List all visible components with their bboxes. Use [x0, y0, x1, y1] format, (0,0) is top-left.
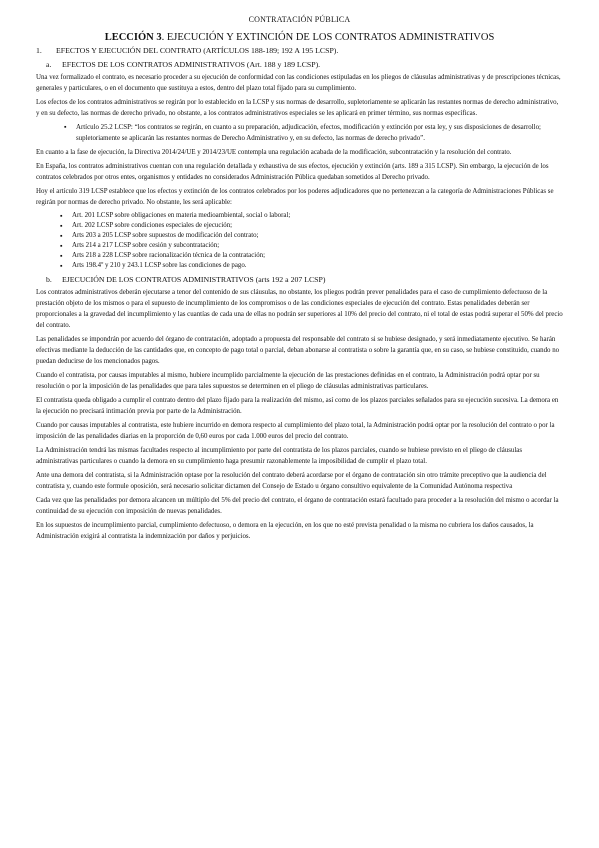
- paragraph: El contratista queda obligado a cumplir el contrato dentro del plazo fijado para la realización del mismo, así como de los plazos parciales señalados para su ejecución sucesiva. La demora en la ejecución no precisará intimación previa por parte de la Administración.: [36, 397, 559, 415]
- paragraph: Cuando el contratista, por causas imputables al mismo, hubiere incumplido parcialmente la ejecución de las prestaciones definidas en el contrato, la Administración podrá optar por su resolución o por la imposición de las penalidades que para tales supuestos se determinen en el pliego de cláusulas administrativas particulares.: [36, 372, 540, 390]
- paragraph: Ante una demora del contratista, si la Administración optase por la resolución del contrato deberá acordarse por el órgano de contratación sin otro trámite preceptivo que la audiencia del contratista y, cuando este formule oposición, será necesario solicitar dictamen del Consejo de Estado u órgano consultivo equivalente de la Comunidad Autónoma respectiva: [36, 472, 547, 490]
- subsection-letter: a.: [46, 60, 52, 69]
- subsection-title: EFECTOS DE LOS CONTRATOS ADMINISTRATIVOS (Art. 188 y 189 LCSP).: [62, 60, 321, 69]
- list-item: ▪ Arts 218 a 228 LCSP sobre racionalización técnica de la contratación;: [36, 251, 563, 261]
- paragraph: Una vez formalizado el contrato, es necesario proceder a su ejecución de conformidad con las condiciones estipuladas en los pliegos de cláusulas administrativas y de prescripciones técnicas, generales y particulares, o en el documento que sustituya a estos, dentro del plazo total fijado para su cumplimiento.: [36, 74, 561, 92]
- subsection-letter: b.: [46, 275, 52, 284]
- paragraph: Cada vez que las penalidades por demora alcancen un múltiplo del 5% del precio del contrato, el órgano de contratación estará facultado para proceder a la resolución del mismo o acordar la continuidad de su ejecución con imposición de nuevas penalidades.: [36, 497, 559, 515]
- section-heading-1: [36, 45, 563, 56]
- paragraph: Los efectos de los contratos administrativos se regirán por lo establecido en la LCSP y sus normas de desarrollo, supletoriamente se aplicarán las restantes normas de derecho administrativo, y en su defecto, las normas de derecho privado, no obstante, a los contratos administrativos especiales se les aplicará en primer término, sus normas específicas.: [36, 99, 559, 117]
- list-item: ▪ Arts 214 a 217 LCSP sobre cesión y subcontratación;: [36, 241, 563, 251]
- list-item: ▪ Art. 202 LCSP sobre condiciones especiales de ejecución;: [36, 221, 563, 231]
- lesson-number: LECCIÓN 3: [104, 32, 162, 43]
- list-item: ▪ Arts 203 a 205 LCSP sobre supuestos de modificación del contrato;: [36, 231, 563, 241]
- section-number: 1.: [36, 46, 42, 55]
- articles-list: [36, 211, 563, 271]
- quote-list: [36, 122, 563, 144]
- paragraph: En cuanto a la fase de ejecución, la Directiva 2014/24/UE y 2014/23/UE contempla una regulación acabada de la modificación, subcontratación y la resolución del contrato.: [36, 149, 512, 156]
- quote-item: ▪ Artículo 25.2 LCSP: “los contratos se regirán, en cuanto a su preparación, adjudicación, efectos, modificación y extinción por esta ley, y sus disposiciones de desarrollo; supletoriamente se aplicarán las restantes normas de Derecho Administrativo y, en su defecto, las normas de derecho privado”.: [36, 122, 563, 144]
- paragraph: Cuando por causas imputables al contratista, este hubiere incurrido en demora respecto al cumplimiento del plazo total, la Administración podrá optar por la resolución del contrato o por la imposición de las penalidades diarias en la proporción de 0,60 euros por cada 1.000 euros del precio del contrato.: [36, 422, 555, 440]
- subsection-title: EJECUCIÓN DE LOS CONTRATOS ADMINISTRATIVOS (arts 192 a 207 LCSP): [62, 275, 326, 284]
- lesson-title-text: . EJECUCIÓN Y EXTINCIÓN DE LOS CONTRATOS ADMINISTRATIVOS: [161, 32, 495, 43]
- document-header: CONTRATACIÓN PÚBLICA: [248, 15, 351, 24]
- list-item: ▪ Arts 198.4º y 210 y 243.1 LCSP sobre las condiciones de pago.: [36, 261, 563, 271]
- paragraph: Las penalidades se impondrán por acuerdo del órgano de contratación, adoptado a propuesta del responsable del contrato si se hubiese designado, y será inmediatamente ejecutivo. Se harán efectivas mediante la deducción de las cantidades que, en concepto de pago total o parcial, deban abonarse al contratista o sobre la garantía que, en su caso, se hubiese constituido, cuando no puedan deducirse de los mencionados pagos.: [36, 336, 560, 365]
- paragraph: En los supuestos de incumplimiento parcial, cumplimiento defectuoso, o demora en la ejecución, en los que no esté prevista penalidad o la misma no cubriera los daños causados, la Administración exigirá al contratista la indemnización por daños y perjuicios.: [36, 522, 534, 540]
- paragraph: En España, los contratos administrativos cuentan con una regulación detallada y exhaustiva de sus efectos, ejecución y extinción (arts. 189 a 315 LCSP). Sin embargo, la ejecución de los contratos celebrados por otros entes, organismos y entidades no considerados Administración Pública quedaban sometidos al Derecho privado.: [36, 163, 549, 181]
- section-title: EFECTOS Y EJECUCIÓN DEL CONTRATO (ARTÍCULOS 188-189; 192 A 195 LCSP).: [56, 46, 339, 55]
- paragraph: Hoy el artículo 319 LCSP establece que los efectos y extinción de los contratos celebrados por los poderes adjudicadores que no pertenezcan a la categoría de Administraciones Públicas se regirán por normas de derecho privado. No obstante, les será aplicable:: [36, 188, 554, 206]
- paragraph: La Administración tendrá las mismas facultades respecto al incumplimiento por parte del contratista de los plazos parciales, cuando se hubiese previsto en el pliego de cláusulas administrativas particulares o cuando la demora en su cumplimiento haga presumir razonablemente la imposibilidad de cumplir el plazo total.: [36, 447, 523, 465]
- subsection-heading-b: [36, 274, 563, 285]
- lesson-title: [36, 31, 563, 44]
- paragraph: Los contratos administrativos deberán ejecutarse a tenor del contenido de sus cláusulas, no obstante, los pliegos podrán prever penalidades para el caso de cumplimiento defectuoso de la prestación objeto de los mismos o para el supuesto de incumplimiento de los compromisos o de las condiciones especiales de ejecución del contrato. Estas penalidades deberán ser proporcionales a la gravedad del incumplimiento y las cuantías de cada una de ellas no podrán ser superiores al 10% del precio del contrato, ni el total de estas podrá superar el 50% del precio del contrato.: [36, 289, 563, 329]
- list-item: ▪ Art. 201 LCSP sobre obligaciones en materia medioambiental, social o laboral;: [36, 211, 563, 221]
- subsection-heading-a: [36, 59, 563, 70]
